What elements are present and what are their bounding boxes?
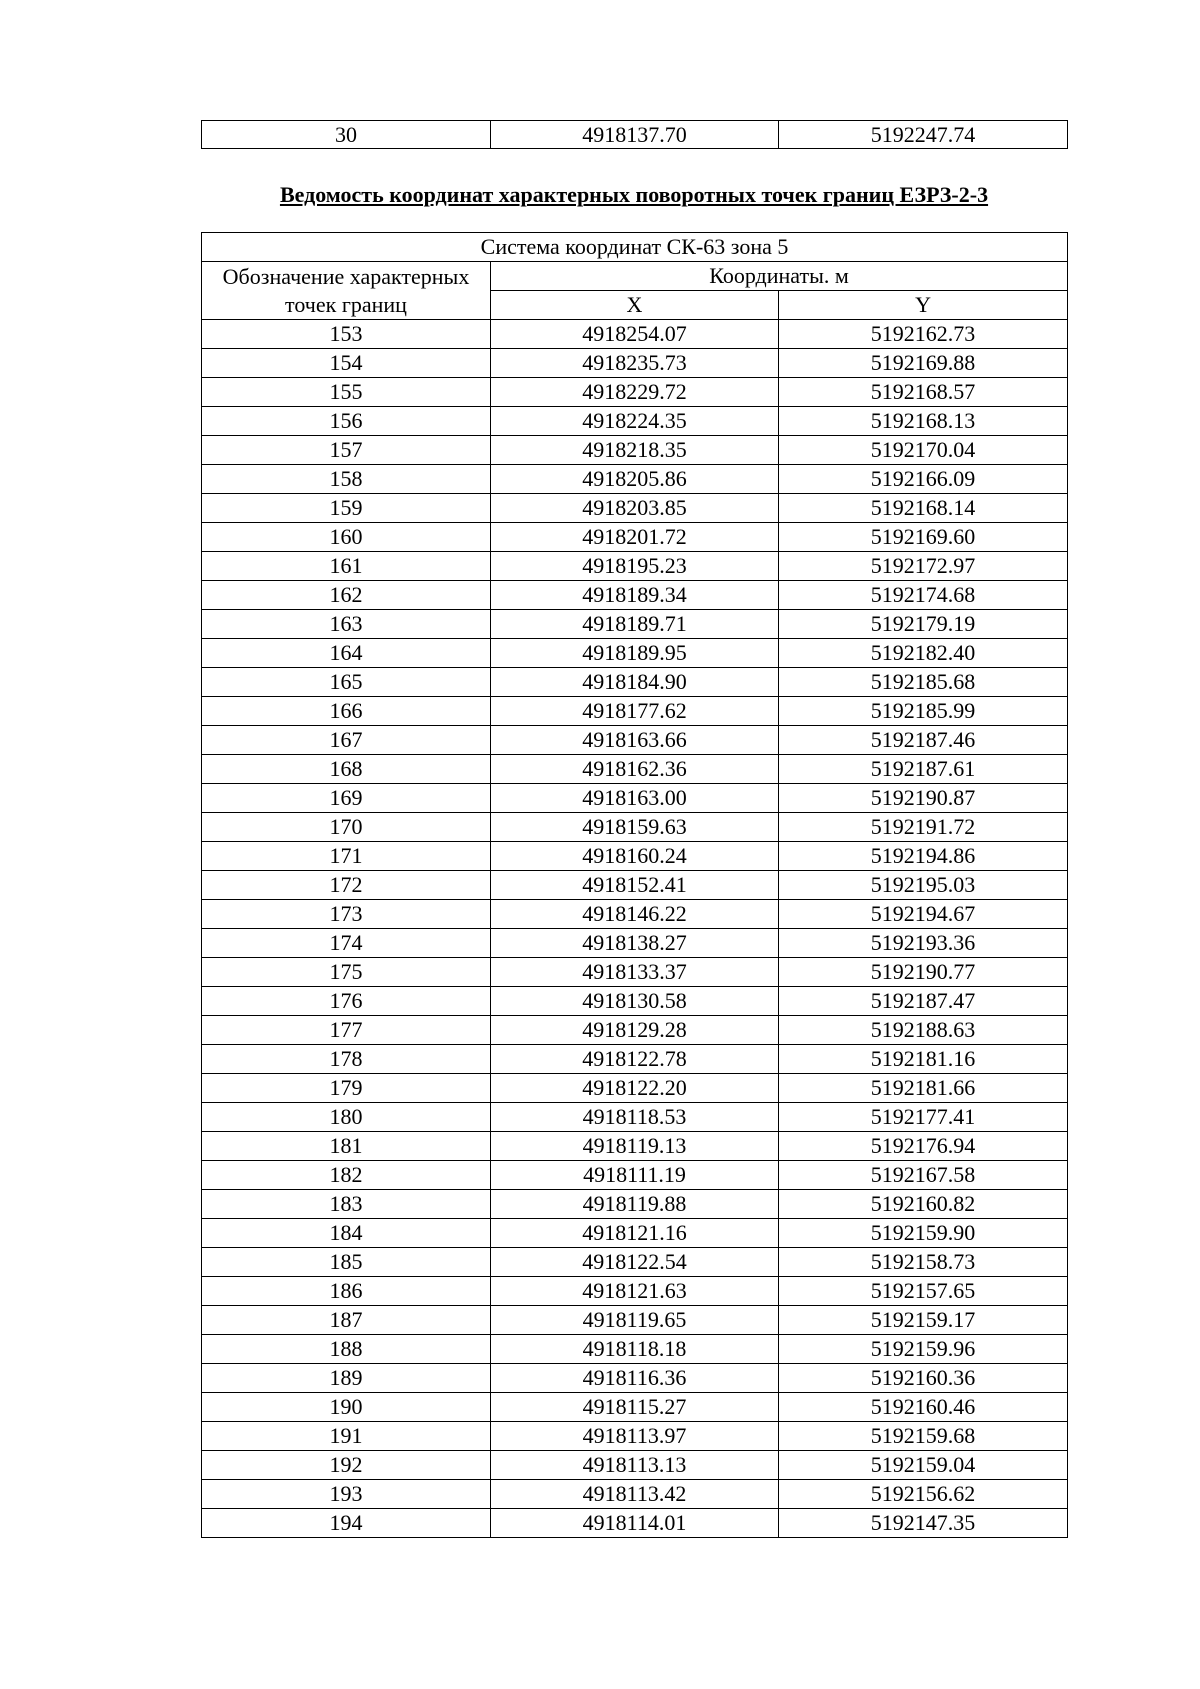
- y-coordinate: 5192190.77: [779, 958, 1068, 987]
- table-row: [202, 465, 1068, 494]
- point-number: 182: [202, 1161, 491, 1190]
- point-number: 180: [202, 1103, 491, 1132]
- table-row: [202, 900, 1068, 929]
- table-row: [202, 378, 1068, 407]
- table-row: [202, 436, 1068, 465]
- x-coordinate: 4918133.37: [491, 958, 779, 987]
- x-coordinate: 4918137.70: [491, 121, 779, 149]
- table-row: [202, 639, 1068, 668]
- x-coordinate: 4918113.42: [491, 1480, 779, 1509]
- table-row: [202, 958, 1068, 987]
- point-number: 159: [202, 494, 491, 523]
- point-number: 194: [202, 1509, 491, 1538]
- table-row: [202, 842, 1068, 871]
- x-coordinate: 4918138.27: [491, 929, 779, 958]
- x-coordinate: 4918203.85: [491, 494, 779, 523]
- y-coordinate: 5192187.47: [779, 987, 1068, 1016]
- y-coordinate: 5192159.17: [779, 1306, 1068, 1335]
- point-number: 167: [202, 726, 491, 755]
- y-coordinate: 5192185.99: [779, 697, 1068, 726]
- y-coordinate: 5192181.66: [779, 1074, 1068, 1103]
- y-coordinate: 5192160.46: [779, 1393, 1068, 1422]
- coordinates-column-header: Координаты. м: [491, 262, 1068, 291]
- y-coordinate: 5192181.16: [779, 1045, 1068, 1074]
- x-coordinate: 4918111.19: [491, 1161, 779, 1190]
- point-number: 153: [202, 320, 491, 349]
- table-row: [202, 1016, 1068, 1045]
- y-coordinate: 5192177.41: [779, 1103, 1068, 1132]
- y-coordinate: 5192179.19: [779, 610, 1068, 639]
- point-number: 181: [202, 1132, 491, 1161]
- table-row: [202, 552, 1068, 581]
- point-number: 170: [202, 813, 491, 842]
- point-number: 160: [202, 523, 491, 552]
- y-coordinate: 5192187.46: [779, 726, 1068, 755]
- table-row: [202, 1190, 1068, 1219]
- table-row: [202, 668, 1068, 697]
- x-coordinate: 4918224.35: [491, 407, 779, 436]
- point-number: 157: [202, 436, 491, 465]
- x-coordinate: 4918114.01: [491, 1509, 779, 1538]
- x-coordinate: 4918163.66: [491, 726, 779, 755]
- x-coordinate: 4918113.97: [491, 1422, 779, 1451]
- y-coordinate: 5192159.04: [779, 1451, 1068, 1480]
- point-number: 189: [202, 1364, 491, 1393]
- table-row: [202, 1103, 1068, 1132]
- x-coordinate: 4918189.34: [491, 581, 779, 610]
- coordinates-table-body: [202, 320, 1068, 1538]
- y-coordinate: 5192166.09: [779, 465, 1068, 494]
- x-coordinate: 4918129.28: [491, 1016, 779, 1045]
- table-row: [202, 784, 1068, 813]
- x-coordinate: 4918118.53: [491, 1103, 779, 1132]
- y-coordinate: 5192157.65: [779, 1277, 1068, 1306]
- table-row: [202, 813, 1068, 842]
- document-title: Ведомость координат характерных поворотных точек границ ЕЗРЗ-2-3: [279, 182, 989, 207]
- point-number: 192: [202, 1451, 491, 1480]
- table-row: [202, 523, 1068, 552]
- y-coordinate: 5192168.13: [779, 407, 1068, 436]
- table-row: [202, 121, 1068, 149]
- table-row: [202, 987, 1068, 1016]
- y-coordinate: 5192159.90: [779, 1219, 1068, 1248]
- point-number: 176: [202, 987, 491, 1016]
- table-row: [202, 1335, 1068, 1364]
- y-coordinate: 5192191.72: [779, 813, 1068, 842]
- table-row: [202, 726, 1068, 755]
- x-coordinate: 4918177.62: [491, 697, 779, 726]
- y-coordinate: 5192168.57: [779, 378, 1068, 407]
- y-coordinate: 5192168.14: [779, 494, 1068, 523]
- table-row: [202, 755, 1068, 784]
- point-number: 158: [202, 465, 491, 494]
- table-row: [202, 1422, 1068, 1451]
- y-coordinate: 5192247.74: [779, 121, 1068, 149]
- y-coordinate: 5192147.35: [779, 1509, 1068, 1538]
- table-row: [202, 1045, 1068, 1074]
- x-coordinate: 4918195.23: [491, 552, 779, 581]
- x-coordinate: 4918201.72: [491, 523, 779, 552]
- point-number: 183: [202, 1190, 491, 1219]
- point-number: 187: [202, 1306, 491, 1335]
- x-coordinate: 4918205.86: [491, 465, 779, 494]
- point-number: 164: [202, 639, 491, 668]
- header-row: [202, 233, 1068, 262]
- x-coordinate: 4918121.63: [491, 1277, 779, 1306]
- y-coordinate: 5192193.36: [779, 929, 1068, 958]
- table-row: [202, 1248, 1068, 1277]
- y-coordinate: 5192156.62: [779, 1480, 1068, 1509]
- point-number: 165: [202, 668, 491, 697]
- point-number: 179: [202, 1074, 491, 1103]
- point-number: 186: [202, 1277, 491, 1306]
- point-number: 191: [202, 1422, 491, 1451]
- x-coordinate: 4918152.41: [491, 871, 779, 900]
- table-row: [202, 1480, 1068, 1509]
- y-coordinate: 5192176.94: [779, 1132, 1068, 1161]
- y-coordinate: 5192194.67: [779, 900, 1068, 929]
- y-coordinate: 5192170.04: [779, 436, 1068, 465]
- y-coordinate: 5192167.58: [779, 1161, 1068, 1190]
- point-number: 173: [202, 900, 491, 929]
- table-row: [202, 1393, 1068, 1422]
- table-row: [202, 581, 1068, 610]
- y-column-header: Y: [779, 291, 1068, 320]
- table-row: [202, 610, 1068, 639]
- point-number: 163: [202, 610, 491, 639]
- table-row: [202, 1306, 1068, 1335]
- point-number: 184: [202, 1219, 491, 1248]
- x-coordinate: 4918146.22: [491, 900, 779, 929]
- x-coordinate: 4918115.27: [491, 1393, 779, 1422]
- x-coordinate: 4918162.36: [491, 755, 779, 784]
- x-coordinate: 4918119.88: [491, 1190, 779, 1219]
- table-row: [202, 1074, 1068, 1103]
- x-coordinate: 4918254.07: [491, 320, 779, 349]
- table-row: [202, 407, 1068, 436]
- point-header-line1: Обозначение характерных: [222, 263, 470, 289]
- table-row: [202, 1277, 1068, 1306]
- point-number: 193: [202, 1480, 491, 1509]
- coordinates-table: [201, 232, 1068, 1538]
- y-coordinate: 5192195.03: [779, 871, 1068, 900]
- y-coordinate: 5192190.87: [779, 784, 1068, 813]
- y-coordinate: 5192169.88: [779, 349, 1068, 378]
- y-coordinate: 5192159.96: [779, 1335, 1068, 1364]
- point-number: 154: [202, 349, 491, 378]
- coordinate-system-header: Система координат СК-63 зона 5: [202, 233, 1068, 262]
- y-coordinate: 5192182.40: [779, 639, 1068, 668]
- previous-table-fragment: [201, 120, 1068, 149]
- x-coordinate: 4918118.18: [491, 1335, 779, 1364]
- point-number: 30: [202, 121, 491, 149]
- x-coordinate: 4918189.95: [491, 639, 779, 668]
- y-coordinate: 5192187.61: [779, 755, 1068, 784]
- table-row: [202, 1451, 1068, 1480]
- y-coordinate: 5192188.63: [779, 1016, 1068, 1045]
- point-column-header: [202, 262, 491, 320]
- point-number: 166: [202, 697, 491, 726]
- point-number: 185: [202, 1248, 491, 1277]
- point-number: 155: [202, 378, 491, 407]
- table-row: [202, 1364, 1068, 1393]
- x-coordinate: 4918229.72: [491, 378, 779, 407]
- x-coordinate: 4918160.24: [491, 842, 779, 871]
- header-row: [202, 262, 1068, 291]
- table-row: [202, 1161, 1068, 1190]
- x-coordinate: 4918163.00: [491, 784, 779, 813]
- table-row: [202, 929, 1068, 958]
- point-number: 162: [202, 581, 491, 610]
- x-coordinate: 4918121.16: [491, 1219, 779, 1248]
- table-row: [202, 871, 1068, 900]
- y-coordinate: 5192158.73: [779, 1248, 1068, 1277]
- point-number: 171: [202, 842, 491, 871]
- point-number: 175: [202, 958, 491, 987]
- point-number: 177: [202, 1016, 491, 1045]
- y-coordinate: 5192160.82: [779, 1190, 1068, 1219]
- x-coordinate: 4918218.35: [491, 436, 779, 465]
- table-row: [202, 320, 1068, 349]
- y-coordinate: 5192160.36: [779, 1364, 1068, 1393]
- table-row: [202, 494, 1068, 523]
- x-coordinate: 4918116.36: [491, 1364, 779, 1393]
- x-coordinate: 4918113.13: [491, 1451, 779, 1480]
- x-coordinate: 4918122.54: [491, 1248, 779, 1277]
- table-row: [202, 1219, 1068, 1248]
- point-number: 169: [202, 784, 491, 813]
- point-number: 178: [202, 1045, 491, 1074]
- y-coordinate: 5192174.68: [779, 581, 1068, 610]
- point-number: 161: [202, 552, 491, 581]
- point-number: 168: [202, 755, 491, 784]
- x-coordinate: 4918119.65: [491, 1306, 779, 1335]
- x-coordinate: 4918159.63: [491, 813, 779, 842]
- x-coordinate: 4918184.90: [491, 668, 779, 697]
- x-coordinate: 4918189.71: [491, 610, 779, 639]
- y-coordinate: 5192194.86: [779, 842, 1068, 871]
- point-header-line2: точек границ: [285, 291, 407, 317]
- point-number: 190: [202, 1393, 491, 1422]
- x-coordinate: 4918119.13: [491, 1132, 779, 1161]
- y-coordinate: 5192172.97: [779, 552, 1068, 581]
- point-number: 172: [202, 871, 491, 900]
- point-number: 156: [202, 407, 491, 436]
- x-column-header: X: [491, 291, 779, 320]
- table-row: [202, 1132, 1068, 1161]
- table-row: [202, 1509, 1068, 1538]
- x-coordinate: 4918122.20: [491, 1074, 779, 1103]
- y-coordinate: 5192162.73: [779, 320, 1068, 349]
- x-coordinate: 4918130.58: [491, 987, 779, 1016]
- y-coordinate: 5192159.68: [779, 1422, 1068, 1451]
- x-coordinate: 4918235.73: [491, 349, 779, 378]
- table-row: [202, 697, 1068, 726]
- x-coordinate: 4918122.78: [491, 1045, 779, 1074]
- point-number: 188: [202, 1335, 491, 1364]
- table-row: [202, 349, 1068, 378]
- y-coordinate: 5192185.68: [779, 668, 1068, 697]
- point-number: 174: [202, 929, 491, 958]
- y-coordinate: 5192169.60: [779, 523, 1068, 552]
